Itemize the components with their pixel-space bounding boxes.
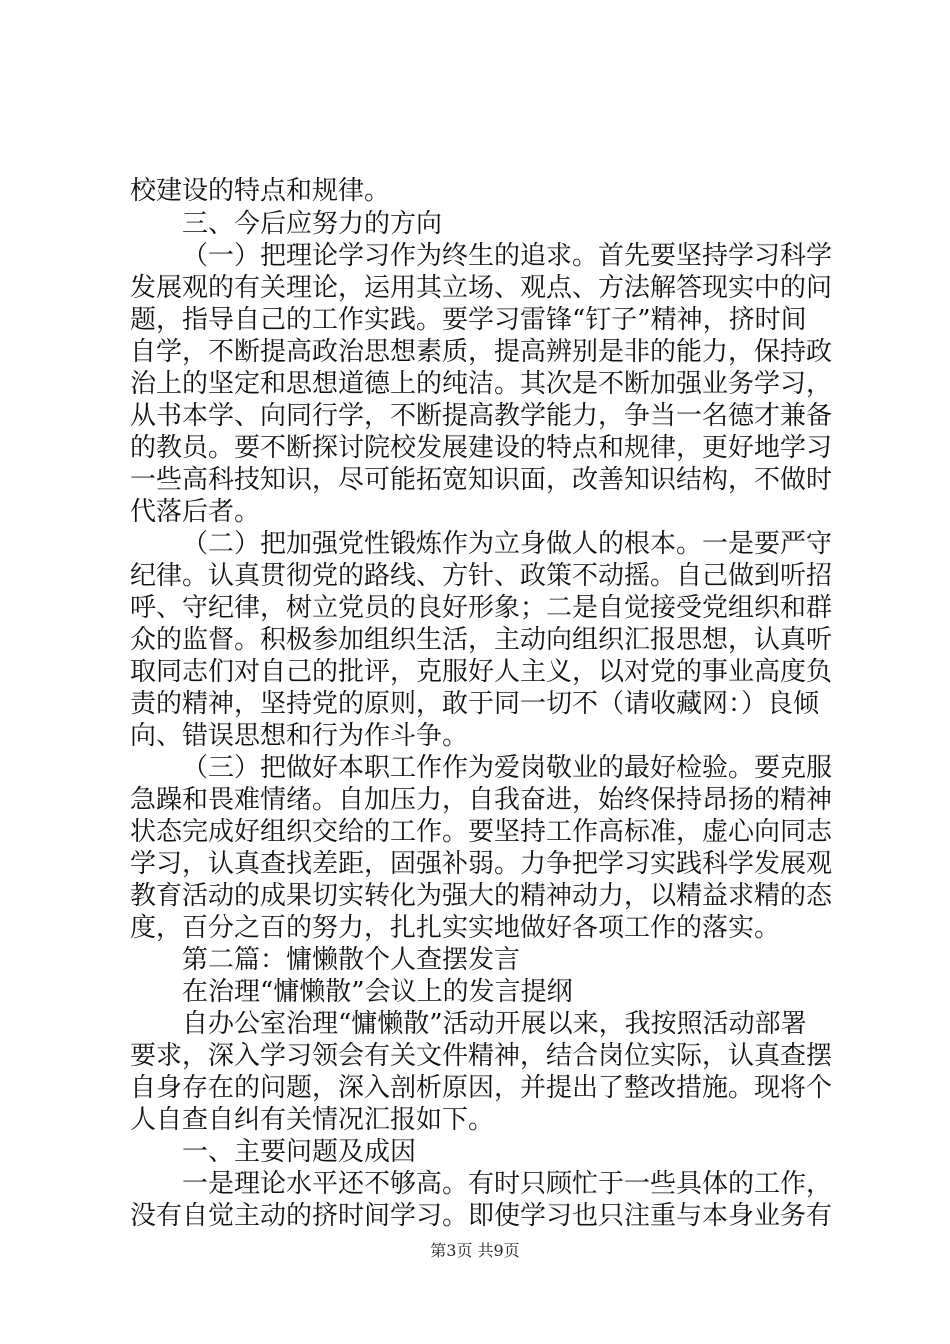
text-line: 人自查自纠有关情况汇报如下。	[130, 1105, 495, 1135]
text-line: 急躁和畏难情绪。自加压力，自我奋进，始终保持昂扬的精神	[130, 785, 833, 815]
text-line: 学习，认真查找差距，固强补弱。力争把学习实践科学发展观	[130, 849, 833, 879]
text-line: 呼、守纪律，树立党员的良好形象；二是自觉接受党组织和群	[130, 593, 833, 623]
section-heading: 一、主要问题及成因	[182, 1137, 417, 1167]
text-line: 责的精神，坚持党的原则，敢于同一切不（请收藏网：）良倾	[130, 689, 820, 719]
text-line: 代落后者。	[130, 497, 261, 527]
text-line: 向、错误思想和行为作斗争。	[130, 721, 469, 751]
text-line: 自学，不断提高政治思想素质，提高辨别是非的能力，保持政	[130, 337, 833, 367]
text-line: 从书本学、向同行学，不断提高教学能力，争当一名德才兼备	[130, 401, 833, 431]
text-line: 的教员。要不断探讨院校发展建设的特点和规律，更好地学习	[130, 433, 833, 463]
page-number-footer: 第3页 共9页	[430, 1241, 520, 1260]
paragraph-start: 一是理论水平还不够高。有时只顾忙于一些具体的工作，	[182, 1169, 833, 1199]
text-line: 众的监督。积极参加组织生活，主动向组织汇报思想，认真听	[130, 625, 833, 655]
paragraph-start: （二）把加强党性锻炼作为立身做人的根本。一是要严守	[182, 529, 833, 559]
section-heading: 三、今后应努力的方向	[182, 209, 443, 239]
text-line: 状态完成好组织交给的工作。要坚持工作高标准，虚心向同志	[130, 817, 833, 847]
text-line: 自身存在的问题，深入剖析原因，并提出了整改措施。现将个	[130, 1073, 833, 1103]
text-line: 度，百分之百的努力，扎扎实实地做好各项工作的落实。	[130, 913, 781, 943]
text-line: 题，指导自己的工作实践。要学习雷锋“钉子”精神，挤时间	[130, 305, 807, 335]
text-line: 校建设的特点和规律。	[130, 176, 391, 206]
text-line: 取同志们对自己的批评，克服好人主义，以对党的事业高度负	[130, 657, 833, 687]
text-line: 治上的坚定和思想道德上的纯洁。其次是不断加强业务学习，	[130, 369, 833, 399]
text-line: 没有自觉主动的挤时间学习。即使学习也只注重与本身业务有	[130, 1201, 833, 1231]
text-line: 纪律。认真贯彻党的路线、方针、政策不动摇。自己做到听招	[130, 561, 833, 591]
chapter-heading: 第二篇：慵懒散个人查摆发言	[182, 945, 521, 975]
paragraph-start: 自办公室治理“慵懒散”活动开展以来，我按照活动部署	[182, 1009, 807, 1039]
paragraph-start: （三）把做好本职工作作为爱岗敬业的最好检验。要克服	[182, 753, 833, 783]
text-line: 要求，深入学习领会有关文件精神，结合岗位实际，认真查摆	[130, 1041, 833, 1071]
text-line: 发展观的有关理论，运用其立场、观点、方法解答现实中的问	[130, 273, 833, 303]
paragraph-start: （一）把理论学习作为终生的追求。首先要坚持学习科学	[182, 241, 833, 271]
text-line: 教育活动的成果切实转化为强大的精神动力，以精益求精的态	[130, 881, 833, 911]
text-line: 一些高科技知识，尽可能拓宽知识面，改善知识结构，不做时	[130, 465, 833, 495]
speech-title: 在治理“慵懒散”会议上的发言提纲	[182, 977, 573, 1007]
